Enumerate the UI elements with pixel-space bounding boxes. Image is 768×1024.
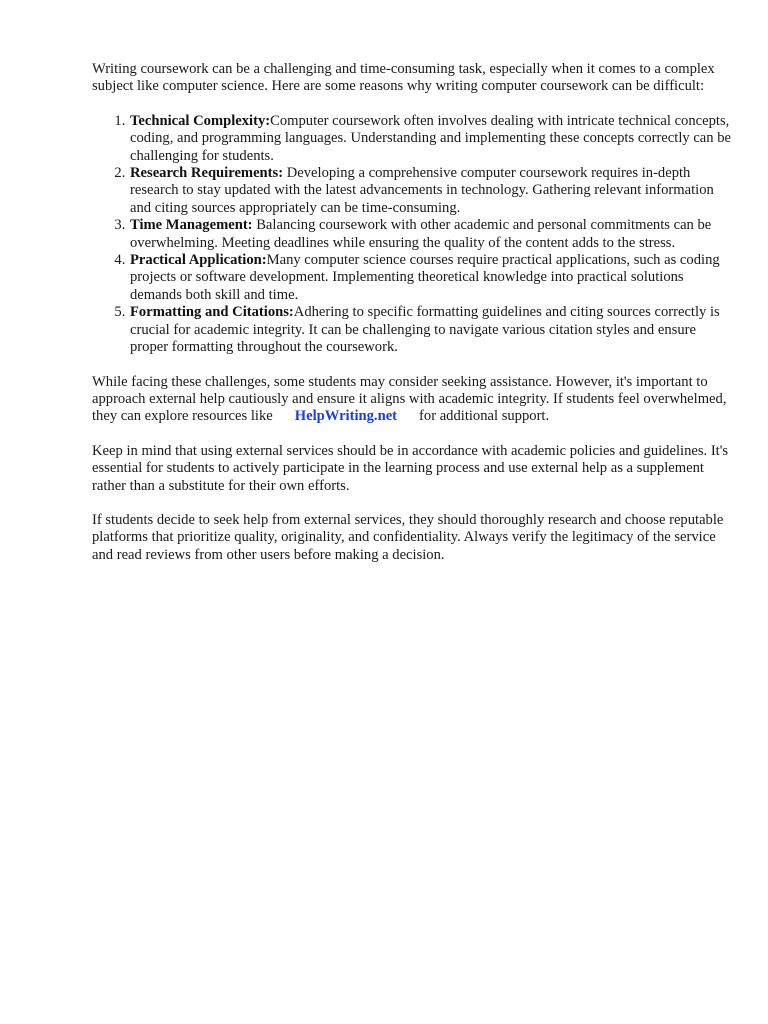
list-item-text: Balancing coursework with other academic and personal commitments can be overwhelming. Meeting deadlines while ensuring the quality of the content adds to the stress. <box>130 217 712 251</box>
list-item-term: Practical Application: <box>130 252 267 269</box>
assistance-text-before: While facing these challenges, some students may consider seeking assistance. However, it's important to approach external help cautiously and ensure it aligns with academic integrity. If students feel overwhelmed, they can explore resources like <box>92 373 727 425</box>
verify-paragraph: If students decide to seek help from external services, they should thoroughly research and choose reputable platforms that prioritize quality, originality, and confidentiality. Always verify the legitimacy of the service and read reviews from other users before making a decision. <box>92 511 724 563</box>
document-page <box>92 61 732 581</box>
list-item-term: Time Management: <box>130 217 253 234</box>
list-item-text: Computer coursework often involves dealing with intricate technical concepts, coding, and programming languages. Understanding and implementing these concepts correctly can be challenging for students. <box>130 112 731 164</box>
list-item <box>129 304 732 356</box>
assistance-paragraph <box>92 374 732 426</box>
list-item <box>129 113 732 165</box>
helpwriting-link[interactable]: HelpWriting.net <box>294 408 398 425</box>
list-item <box>129 252 732 304</box>
list-item <box>129 165 732 217</box>
intro-paragraph: Writing coursework can be a challenging and time-consuming task, especially when it comes to a complex subject like computer science. Here are some reasons why writing computer coursework can be difficult: <box>92 61 715 95</box>
guidelines-paragraph: Keep in mind that using external services should be in accordance with academic policies and guidelines. It's essential for students to actively participate in the learning process and use external help as a supplement rather than a substitute for their own efforts. <box>92 442 729 494</box>
reasons-list <box>92 113 732 357</box>
list-item-text: Many computer science courses require practical applications, such as coding projects or software development. Implementing theoretical knowledge into practical solutions demands both skill and time. <box>130 252 720 303</box>
list-item-text: Developing a comprehensive computer coursework requires in-depth research to stay updated with the latest advancements in technology. Gathering relevant information and citing sources appropriately can be time-consuming. <box>130 165 714 216</box>
list-item-text: Adhering to specific formatting guidelines and citing sources correctly is crucial for academic integrity. It can be challenging to navigate various citation styles and ensure proper formatting throughout the coursework. <box>130 304 720 356</box>
list-item-term: Formatting and Citations: <box>130 304 294 321</box>
list-item-term: Research Requirements: <box>130 165 284 182</box>
list-item <box>129 217 732 252</box>
assistance-text-after: for additional support. <box>419 408 550 425</box>
list-item-term: Technical Complexity: <box>130 112 271 129</box>
